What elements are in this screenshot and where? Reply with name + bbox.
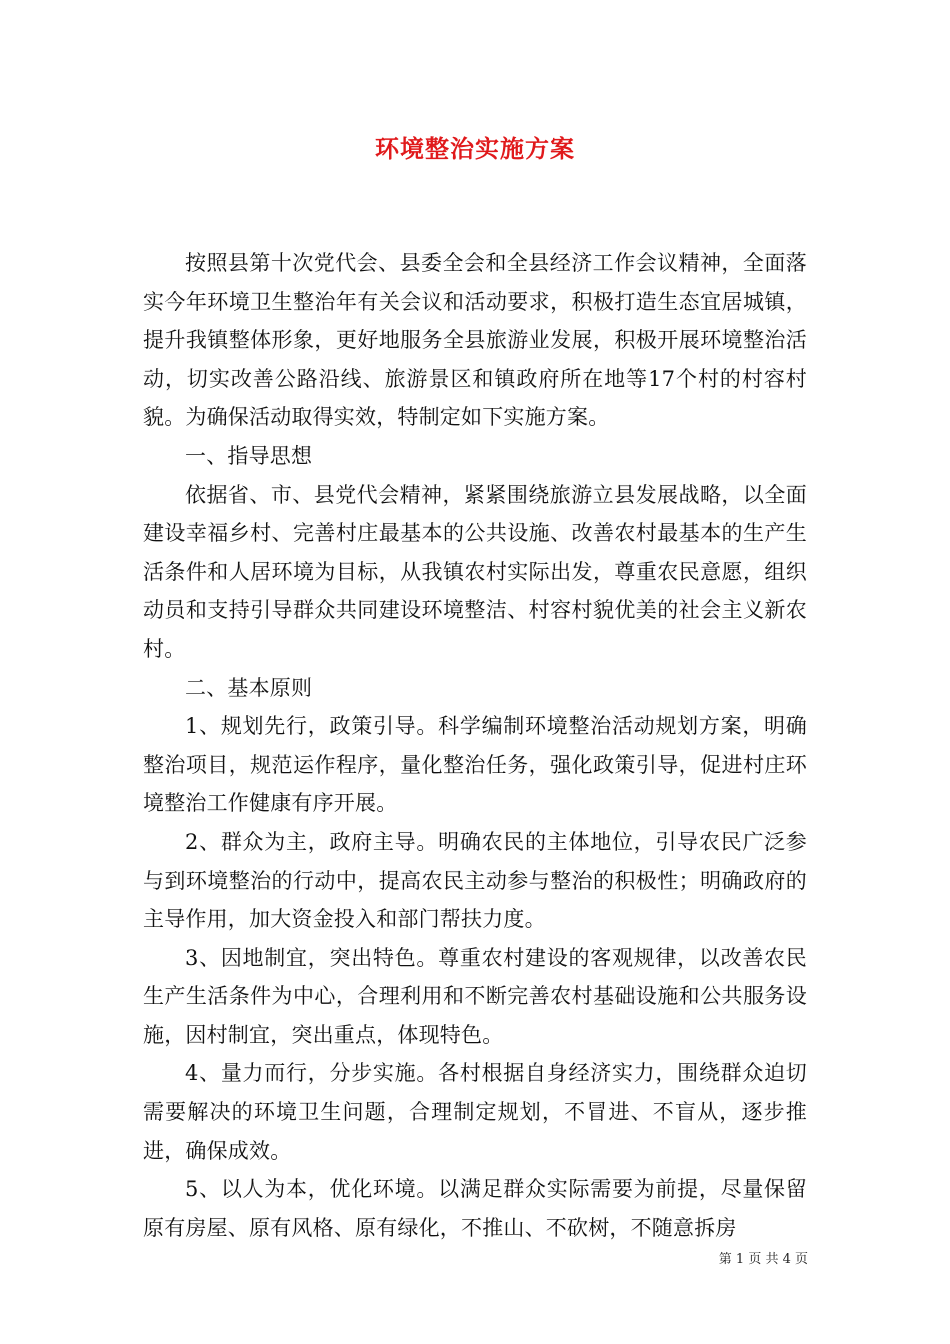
principle-2-paragraph: 2、群众为主，政府主导。明确农民的主体地位，引导农民广泛参与到环境整治的行动中，提高农民主动参与整治的积极性；明确政府的主导作用，加大资金投入和部门帮扶力度。	[143, 829, 807, 932]
section-heading-guiding-thought: 一、指导思想	[185, 443, 313, 468]
principle-1-paragraph: 1、规划先行，政策引导。科学编制环境整治活动规划方案，明确整治项目，规范运作程序，量化整治任务，强化政策引导，促进村庄环境整治工作健康有序开展。	[143, 714, 807, 816]
page-number-footer: 第 1 页 共 4 页	[718, 1252, 808, 1267]
document-title: 环境整治实施方案	[375, 134, 575, 163]
document-body	[143, 244, 807, 1247]
principle-5-paragraph: 5、以人为本，优化环境。以满足群众实际需要为前提，尽量保留原有房屋、原有风格、原有绿化，不推山、不砍树，不随意拆房	[143, 1177, 807, 1240]
principle-4-paragraph: 4、量力而行，分步实施。各村根据自身经济实力，围绕群众迫切需要解决的环境卫生问题，合理制定规划，不冒进、不盲从，逐步推进，确保成效。	[143, 1061, 807, 1163]
section-heading-basic-principles: 二、基本原则	[185, 675, 313, 700]
principle-3-paragraph: 3、因地制宜，突出特色。尊重农村建设的客观规律，以改善农民生产生活条件为中心，合理利用和不断完善农村基础设施和公共服务设施，因村制宜，突出重点，体现特色。	[143, 945, 807, 1047]
intro-paragraph: 按照县第十次党代会、县委全会和全县经济工作会议精神，全面落实今年环境卫生整治年有关会议和活动要求，积极打造生态宜居城镇，提升我镇整体形象，更好地服务全县旅游业发展，积极开展环境整治活动，切实改善公路沿线、旅游景区和镇政府所在地等17个村的村容村貌。为确保活动取得实效，特制定如下实施方案。	[143, 251, 807, 430]
guiding-thought-paragraph: 依据省、市、县党代会精神，紧紧围绕旅游立县发展战略，以全面建设幸福乡村、完善村庄最基本的公共设施、改善农村最基本的生产生活条件和人居环境为目标，从我镇农村实际出发，尊重农民意愿，组织动员和支持引导群众共同建设环境整洁、村容村貌优美的社会主义新农村。	[143, 482, 807, 661]
